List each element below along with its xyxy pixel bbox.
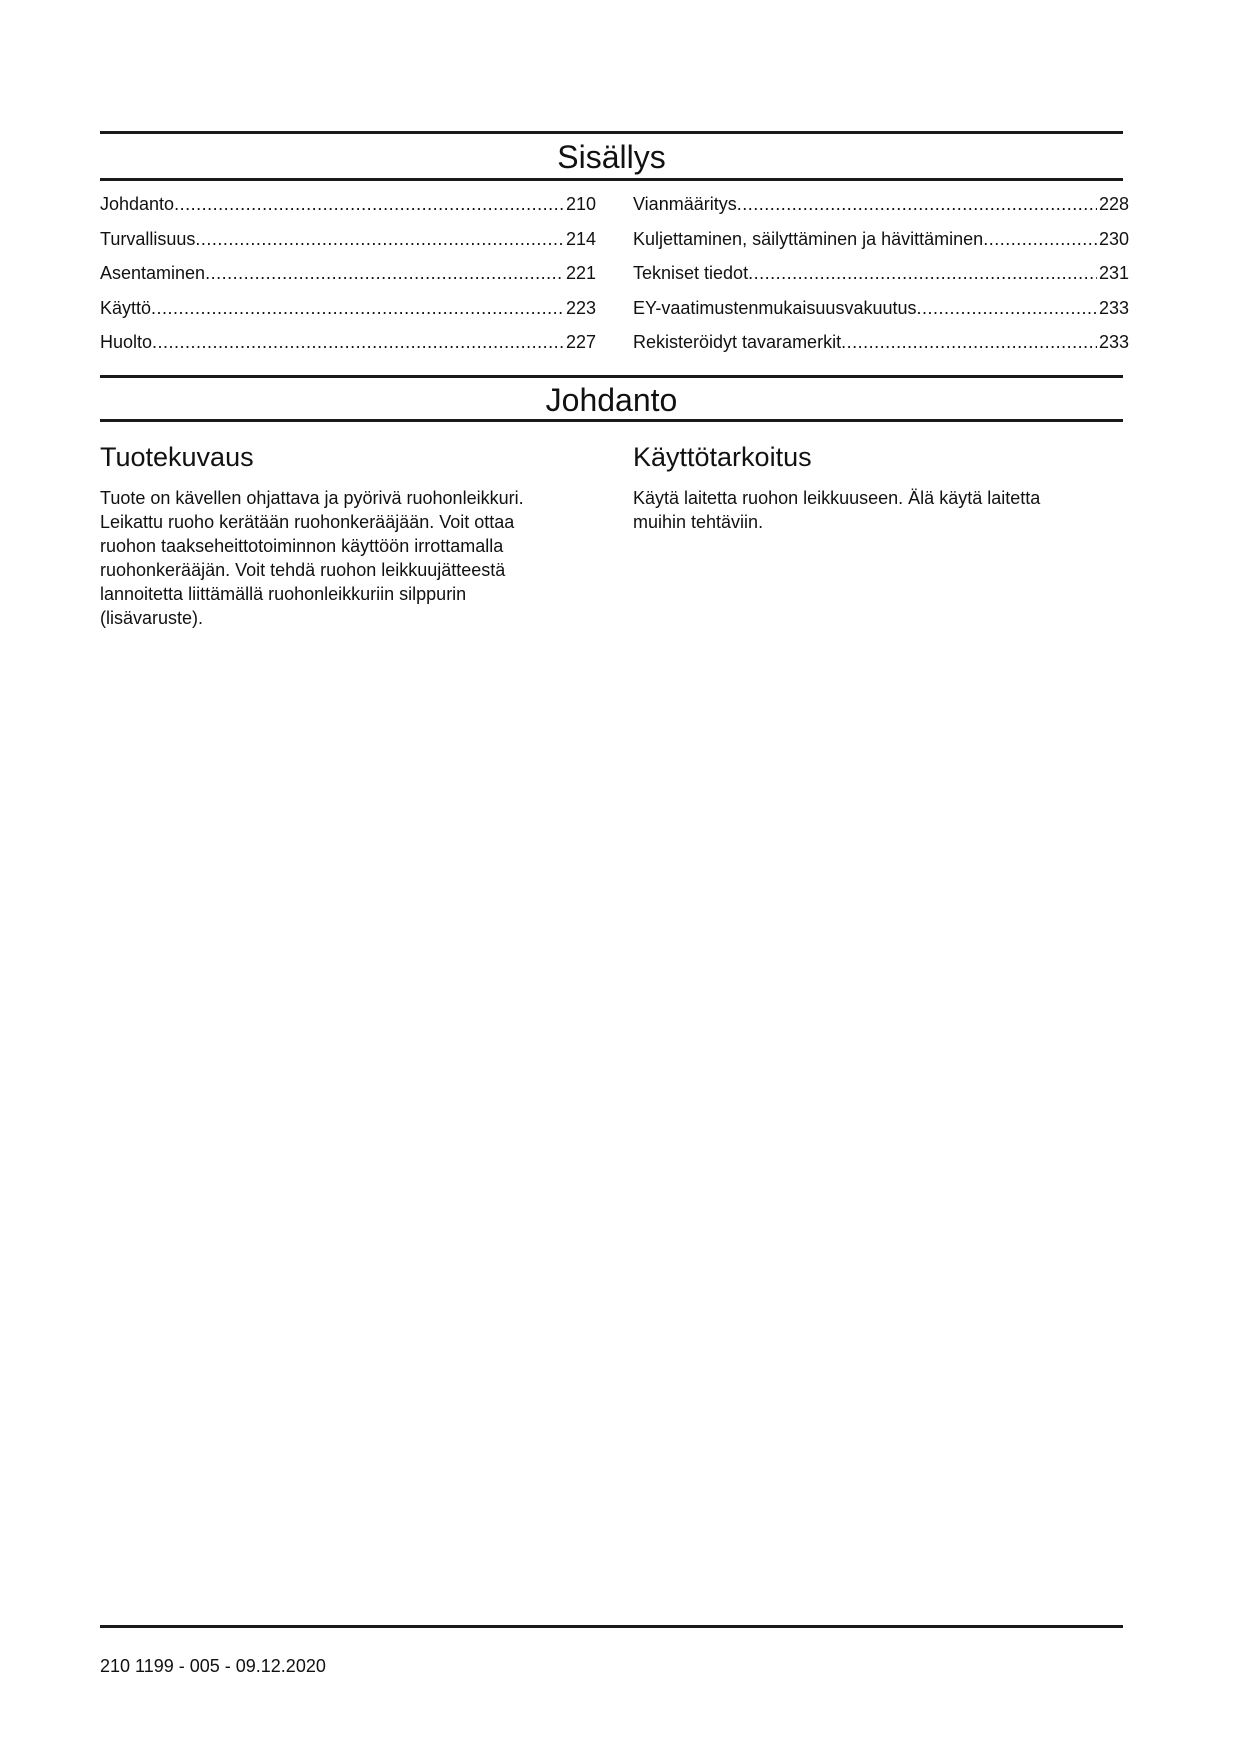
text-line: muihin tehtäviin. bbox=[633, 512, 764, 532]
toc-entry-page: 233 bbox=[1098, 332, 1129, 352]
intended-use-text bbox=[633, 486, 1103, 534]
product-description-heading: Tuotekuvaus bbox=[100, 442, 254, 472]
text-line: Tuote on kävellen ohjattava ja pyörivä ruohonleikkuri. bbox=[100, 488, 524, 508]
footer-rule bbox=[100, 1625, 1123, 1628]
intended-use-heading: Käyttötarkoitus bbox=[633, 442, 812, 472]
toc-leader-dots bbox=[737, 190, 1097, 218]
toc-entry-ey-vakuutus[interactable] bbox=[633, 294, 1129, 329]
toc-entry-page: 227 bbox=[565, 332, 596, 352]
toc-leader-dots bbox=[841, 328, 1097, 356]
text-line: lannoitetta liittämällä ruohonleikkuriin silppurin bbox=[100, 584, 467, 604]
toc-entry-page: 210 bbox=[565, 194, 596, 214]
toc-leader-dots bbox=[205, 259, 564, 287]
toc-entry-tavaramerkit[interactable] bbox=[633, 328, 1129, 363]
toc-entry-title: Kuljettaminen, säilyttäminen ja hävittäminen bbox=[633, 228, 984, 249]
toc-entry-title: Rekisteröidyt tavaramerkit bbox=[633, 332, 842, 352]
toc-entry-page: 228 bbox=[1098, 194, 1129, 214]
toc-entry-tekniset-tiedot[interactable] bbox=[633, 259, 1129, 294]
toc-leader-dots bbox=[174, 190, 564, 218]
toc-entry-turvallisuus[interactable] bbox=[100, 225, 596, 260]
document-id: 210 1199 - 005 - 09.12.2020 bbox=[100, 1656, 326, 1676]
toc-entry-page: 223 bbox=[565, 297, 596, 318]
toc-entry-page: 221 bbox=[565, 263, 596, 283]
toc-top-rule bbox=[100, 131, 1123, 134]
intro-bottom-rule bbox=[100, 419, 1123, 422]
toc-entry-title: Käyttö bbox=[100, 297, 152, 318]
toc-leader-dots bbox=[916, 294, 1096, 322]
toc-leader-dots bbox=[151, 294, 564, 322]
toc-leader-dots bbox=[195, 225, 564, 253]
toc-entry-title: Vianmääritys bbox=[633, 194, 737, 214]
toc-entry-kaytto[interactable] bbox=[100, 294, 596, 329]
toc-title: Sisällys bbox=[557, 139, 666, 175]
text-line: Käytä laitetta ruohon leikkuuseen. Älä käytä laitetta bbox=[633, 488, 1041, 508]
toc-entry-title: Asentaminen bbox=[100, 263, 206, 283]
intro-title: Johdanto bbox=[545, 382, 678, 418]
toc-entry-kuljettaminen[interactable] bbox=[633, 225, 1129, 260]
toc-entry-johdanto[interactable] bbox=[100, 190, 596, 225]
toc-entry-title: Johdanto bbox=[100, 194, 175, 214]
toc-leader-dots bbox=[748, 259, 1097, 287]
toc-left-column bbox=[100, 190, 596, 363]
toc-entry-page: 233 bbox=[1098, 297, 1129, 318]
toc-entry-page: 214 bbox=[565, 228, 596, 249]
toc-leader-dots bbox=[152, 328, 564, 356]
toc-entry-huolto[interactable] bbox=[100, 328, 596, 363]
toc-bottom-rule bbox=[100, 178, 1123, 181]
text-line: ruohon taakseheittotoiminnon käyttöön irrottamalla bbox=[100, 536, 504, 556]
toc-entry-asentaminen[interactable] bbox=[100, 259, 596, 294]
toc-entry-title: Tekniset tiedot bbox=[633, 263, 749, 283]
intro-top-rule bbox=[100, 375, 1123, 378]
text-line: (lisävaruste). bbox=[100, 608, 204, 628]
toc-entry-vianmaaritys[interactable] bbox=[633, 190, 1129, 225]
toc-entry-title: EY-vaatimustenmukaisuusvakuutus bbox=[633, 297, 917, 318]
toc-entry-title: Huolto bbox=[100, 332, 153, 352]
toc-entry-page: 230 bbox=[1098, 228, 1129, 249]
toc-leader-dots bbox=[983, 225, 1097, 253]
product-description-section bbox=[100, 440, 570, 630]
text-line: Leikattu ruoho kerätään ruohonkerääjään. Voit ottaa bbox=[100, 512, 515, 532]
product-description-text bbox=[100, 486, 570, 630]
toc-right-column bbox=[633, 190, 1129, 363]
toc-entry-title: Turvallisuus bbox=[100, 228, 196, 249]
intended-use-section bbox=[633, 440, 1103, 534]
toc-entry-page: 231 bbox=[1098, 263, 1129, 283]
text-line: ruohonkerääjän. Voit tehdä ruohon leikkuujätteestä bbox=[100, 560, 506, 580]
